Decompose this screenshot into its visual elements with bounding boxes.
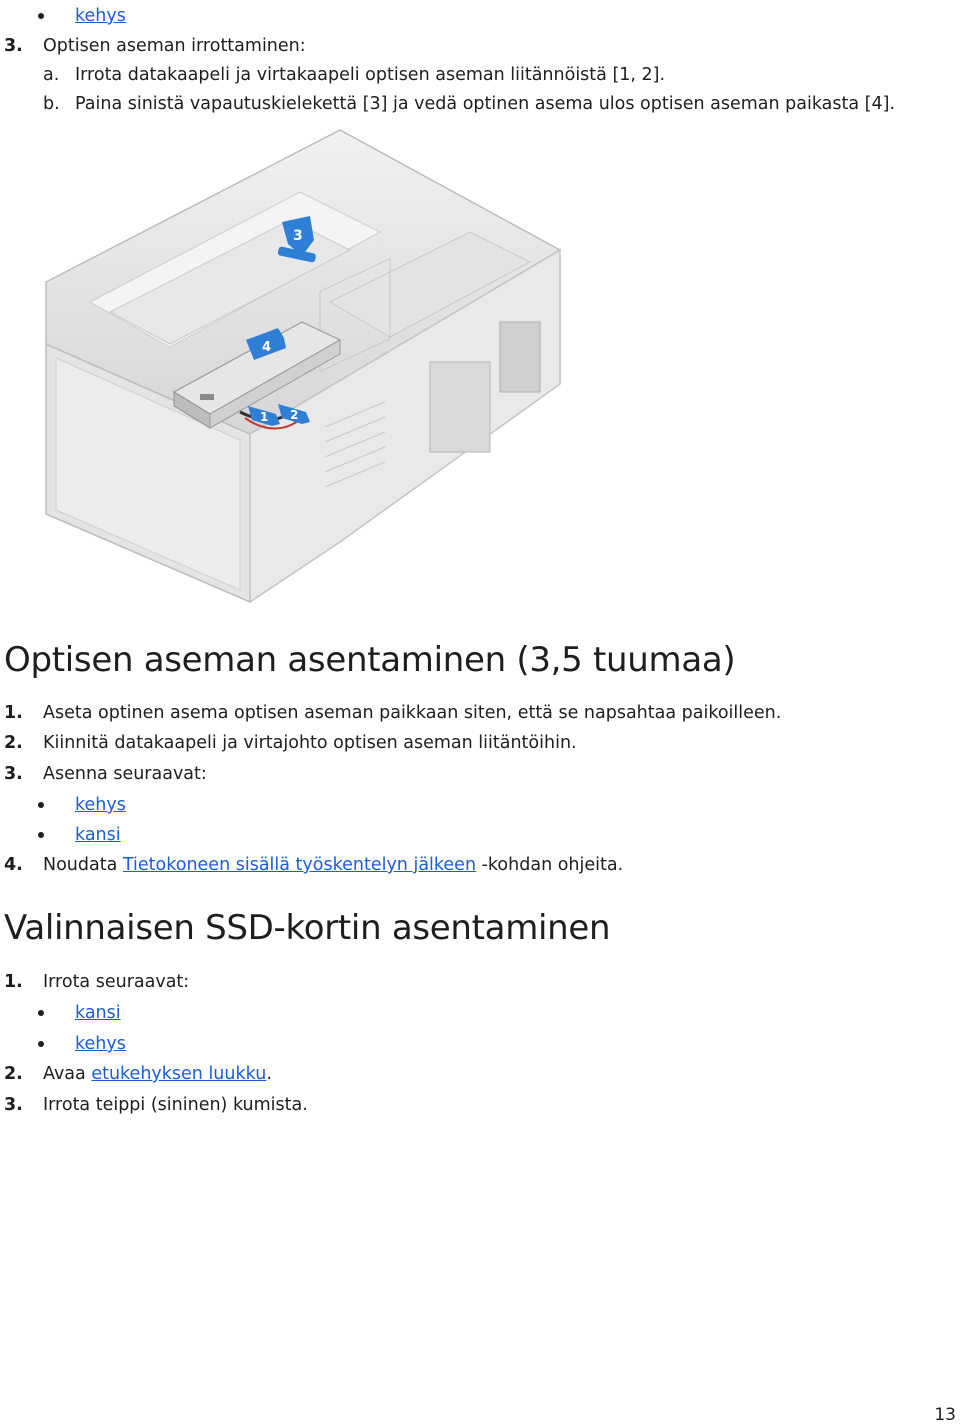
step-number: 3. [4,764,23,784]
section-heading-ssd-install: Valinnaisen SSD-kortin asentaminen [4,908,611,948]
step-text [43,853,623,877]
step-number: 4. [4,855,23,875]
bullet-dot [38,802,44,808]
callout-label: 1 [260,410,269,424]
text-suffix: . [266,1064,272,1084]
bullet-dot [38,832,44,838]
link-front-bezel-door[interactable]: etukehyksen luukku [91,1064,267,1084]
page-number: 13 [934,1405,956,1425]
step-text: Optisen aseman irrottaminen: [43,36,306,56]
callout-label: 3 [293,228,303,244]
step-text: Asenna seuraavat: [43,764,207,784]
step-number: 1. [4,703,23,723]
bullet-dot [38,1041,44,1047]
text-prefix: Avaa [43,1064,92,1084]
link-kansi[interactable]: kansi [75,1003,121,1023]
link-kansi[interactable]: kansi [75,825,121,845]
step-text: Kiinnitä datakaapeli ja virtajohto optisen aseman liitäntöihin. [43,733,577,753]
optical-drive-removal-illustration [40,122,570,604]
substep-text: Irrota datakaapeli ja virtakaapeli optisen aseman liitännöistä [1, 2]. [75,65,666,85]
text-prefix: Noudata [43,855,123,875]
step-text [43,1062,272,1086]
substep-letter: a. [43,65,60,85]
link-kehys[interactable]: kehys [75,1034,126,1054]
step-number: 3. [4,36,23,56]
callout-label: 2 [290,408,299,422]
link-kehys[interactable]: kehys [75,6,126,26]
step-number: 2. [4,733,23,753]
step-number: 1. [4,972,23,992]
step-text: Irrota seuraavat: [43,972,190,992]
callout-label: 4 [262,340,272,355]
step-text: Aseta optinen asema optisen aseman paikkaan siten, että se napsahtaa paikoilleen. [43,703,782,723]
link-after-working-inside[interactable]: Tietokoneen sisällä työskentelyn jälkeen [122,855,477,875]
bullet-dot [38,1010,44,1016]
section-heading-optical-install: Optisen aseman asentaminen (3,5 tuumaa) [4,640,736,680]
substep-letter: b. [43,94,60,114]
step-number: 2. [4,1064,23,1084]
bullet-dot [38,13,44,19]
step-text: Irrota teippi (sininen) kumista. [43,1095,308,1115]
text-suffix: -kohdan ohjeita. [476,855,624,875]
link-kehys[interactable]: kehys [75,795,126,815]
substep-text: Paina sinistä vapautuskielekettä [3] ja vedä optinen asema ulos optisen aseman paikasta [4]. [75,94,896,114]
step-number: 3. [4,1095,23,1115]
